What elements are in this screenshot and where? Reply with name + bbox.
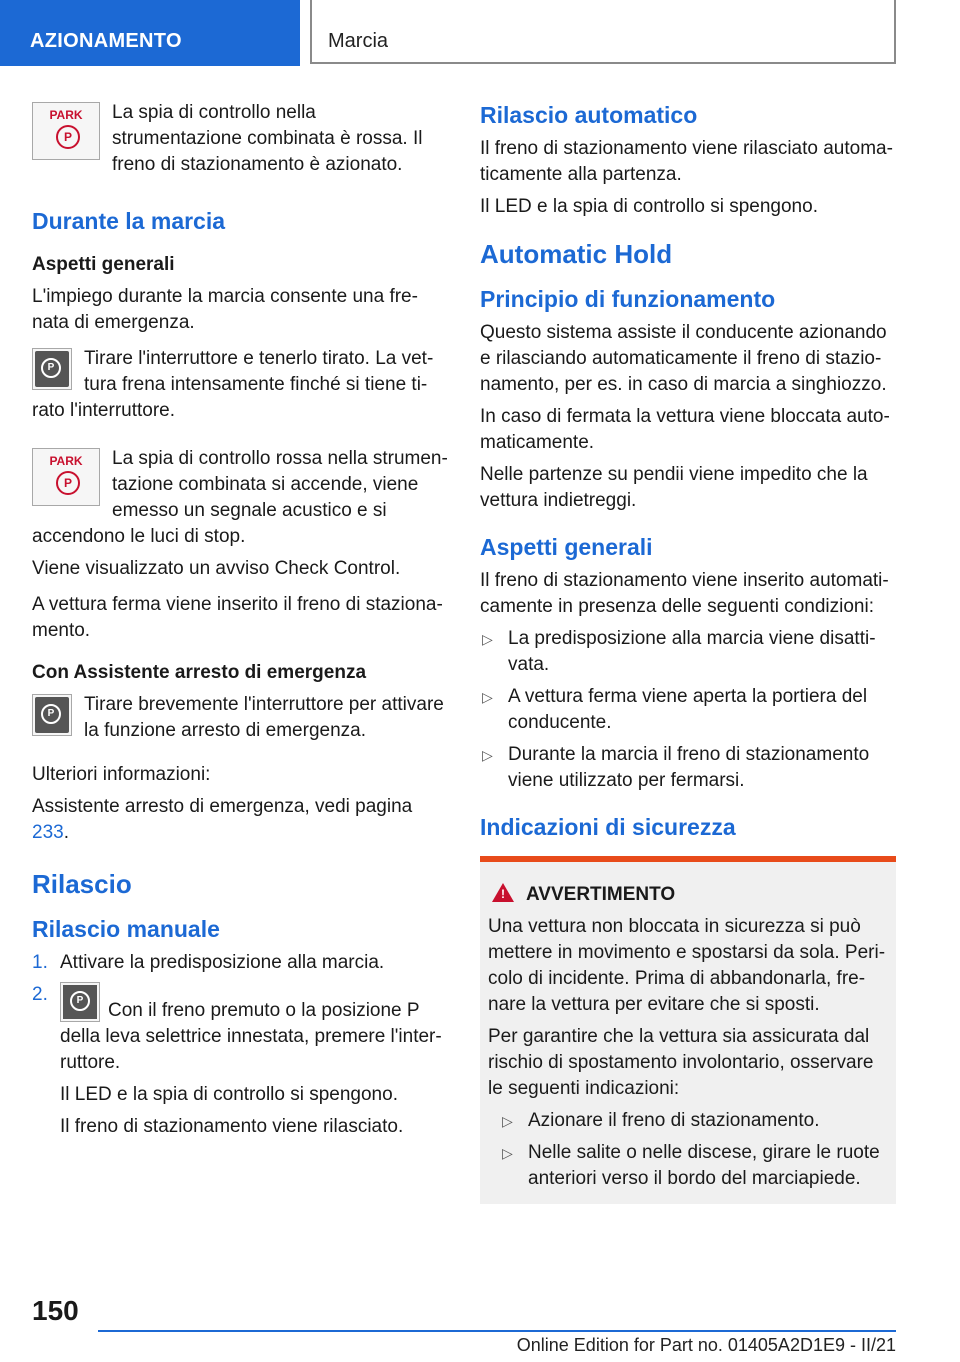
pull-switch-text: Tirare l'interruttore e tenerlo tirato. La vettura frena intensamente finché si tiene tirato l'interruttore. bbox=[32, 348, 434, 421]
stopped-vehicle-text: A vettura ferma viene inserito il freno di stazionamento. bbox=[32, 594, 443, 641]
list-item: 1. Attivare la predisposizione alla marcia. bbox=[32, 952, 385, 973]
parking-brake-switch-icon: P bbox=[32, 694, 72, 736]
right-column bbox=[480, 100, 896, 1204]
park-indicator-red-text: La spia di controllo rossa nella strumentazione combinata si accende, viene emesso un segnale acustico e si accendono le luci di stop. bbox=[32, 448, 448, 547]
triangle-bullet-icon: ▷ bbox=[482, 747, 493, 763]
general-conditions-text: Il freno di stazionamento viene inserito automaticamente in presenza delle seguenti condizioni: bbox=[480, 570, 889, 617]
chapter-title: Marcia bbox=[310, 0, 896, 64]
heading-manual-release: Rilascio manuale bbox=[32, 916, 220, 942]
step-note: Il LED e la spia di controllo si spengono. bbox=[60, 1084, 398, 1105]
emergency-assist-text: Tirare brevemente l'interruttore per attivare la funzione arresto di emergenza. bbox=[84, 694, 444, 741]
list-item: ▷ La predisposizione alla marcia viene disattivata. bbox=[482, 628, 876, 675]
led-off-text: Il LED e la spia di controllo si spengono. bbox=[480, 196, 818, 217]
slope-text: Nelle partenze su pendii viene impedito che la vettura indietreggi. bbox=[480, 464, 868, 511]
warning-triangle-icon: ! bbox=[492, 883, 514, 902]
heading-general: Aspetti generali bbox=[480, 534, 653, 560]
triangle-bullet-icon: ▷ bbox=[502, 1113, 513, 1129]
subheading-emergency-assist: Con Assistente arresto di emergenza bbox=[32, 662, 367, 683]
warning-text: Una vettura non bloccata in sicurezza si può mettere in movimento e spostarsi da sola. Pericolo di incidente. Prima di abbandonarla, frenare la vettura per evitare che si sposti. bbox=[488, 916, 886, 1015]
subheading-general: Aspetti generali bbox=[32, 254, 175, 275]
park-indicator-text: La spia di controllo nella strumentazione combinata è rossa. Il freno di stazionamento è azionato. bbox=[112, 102, 423, 175]
warning-text: Per garantire che la vettura sia assicurata dal rischio di spostamento involontario, osservare le seguenti indicazioni: bbox=[488, 1026, 874, 1099]
edition-text: Online Edition for Part no. 01405A2D1E9 - II/21 bbox=[516, 1335, 896, 1355]
triangle-bullet-icon: ▷ bbox=[482, 631, 493, 647]
heading-release: Rilascio bbox=[32, 869, 132, 899]
stopped-text: In caso di fermata la vettura viene bloccata automaticamente. bbox=[480, 406, 890, 453]
parking-brake-switch-icon: P bbox=[60, 982, 100, 1022]
principle-text: Questo sistema assiste il conducente azionando e rilasciando automaticamente il freno di stazionamento, per es. in caso di marcia a singhiozzo. bbox=[480, 322, 887, 395]
park-warning-icon: PARK P bbox=[32, 102, 100, 160]
general-text: L'impiego durante la marcia consente una frenata di emergenza. bbox=[32, 286, 418, 333]
warning-box bbox=[480, 856, 896, 1204]
step-note: Il freno di stazionamento viene rilasciato. bbox=[60, 1116, 404, 1137]
section-tab: AZIONAMENTO bbox=[0, 0, 300, 66]
warning-list bbox=[488, 1108, 888, 1192]
release-steps bbox=[32, 950, 448, 1140]
conditions-list bbox=[480, 626, 896, 794]
list-item: 2. P Con il freno premuto o la posizione P della leva selettrice innestata, premere l'interruttore. Il LED e la spia di controllo si spengono. Il freno di stazionamento viene rilasciato. bbox=[32, 982, 448, 1140]
triangle-bullet-icon: ▷ bbox=[502, 1145, 513, 1161]
more-info-label: Ulteriori informazioni: bbox=[32, 764, 211, 785]
heading-auto-release: Rilascio automatico bbox=[480, 102, 698, 128]
auto-release-text: Il freno di stazionamento viene rilasciato automaticamente alla partenza. bbox=[480, 138, 893, 185]
triangle-bullet-icon: ▷ bbox=[482, 689, 493, 705]
check-control-text: Viene visualizzato un avviso Check Control. bbox=[32, 558, 401, 579]
page-link[interactable]: 233 bbox=[32, 822, 64, 843]
heading-automatic-hold: Automatic Hold bbox=[480, 239, 673, 269]
warning-title: ! AVVERTIMENTO bbox=[488, 882, 888, 908]
park-warning-icon: PARK P bbox=[32, 448, 100, 506]
list-item: ▷ Nelle salite o nelle discese, girare le ruote anteriori verso il bordo del marciapiede. bbox=[502, 1142, 880, 1189]
parking-brake-switch-icon: P bbox=[32, 348, 72, 390]
list-item: ▷ A vettura ferma viene aperta la portiera del conducente. bbox=[482, 686, 868, 733]
list-item: ▷ Durante la marcia il freno di stazionamento viene utilizzato per fermarsi. bbox=[482, 744, 870, 791]
page-number: 150 bbox=[32, 1295, 79, 1326]
left-column bbox=[32, 100, 448, 1146]
heading-principle: Principio di funzionamento bbox=[480, 286, 776, 312]
heading-during-driving: Durante la marcia bbox=[32, 208, 226, 234]
see-page-text: Assistente arresto di emergenza, vedi pagina 233. bbox=[32, 796, 413, 843]
list-item: ▷ Azionare il freno di stazionamento. bbox=[500, 1108, 888, 1134]
heading-safety: Indicazioni di sicurezza bbox=[480, 814, 736, 840]
